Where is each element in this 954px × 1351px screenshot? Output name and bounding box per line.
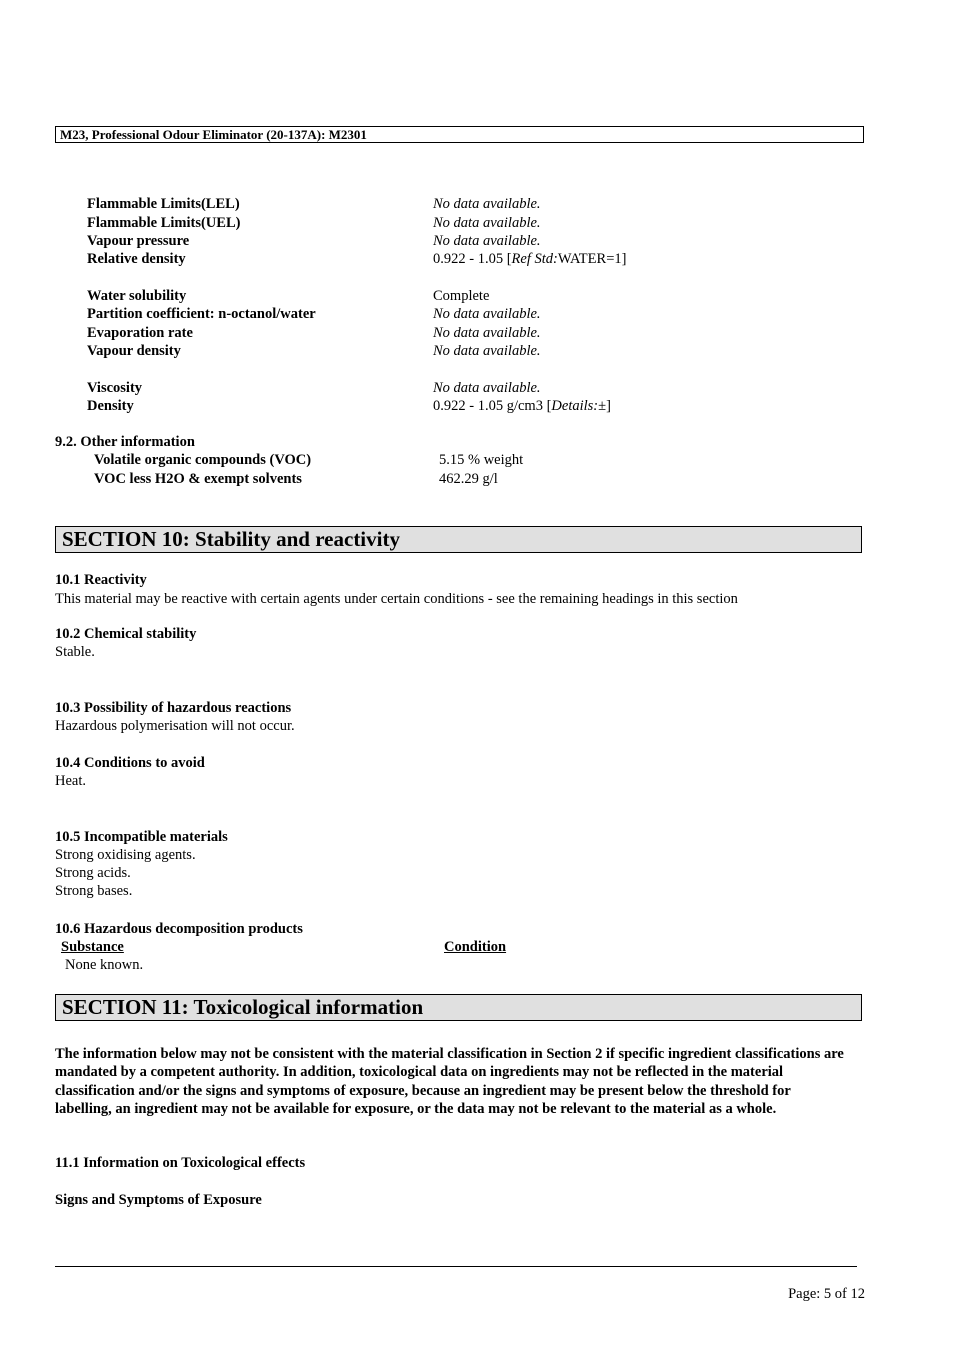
density-details-label: Details: — [551, 398, 599, 414]
prop-label-lel: Flammable Limits(LEL) — [87, 196, 240, 212]
prop-label-uel: Flammable Limits(UEL) — [87, 215, 241, 231]
prop-value-viscosity: No data available. — [433, 380, 541, 396]
incompatible-heading: 10.5 Incompatible materials — [55, 829, 228, 845]
incompatible-item: Strong acids. — [55, 865, 131, 881]
section-10-title: SECTION 10: Stability and reactivity — [55, 526, 862, 553]
reactivity-heading: 10.1 Reactivity — [55, 572, 147, 588]
prop-value-vapour-pressure: No data available. — [433, 233, 541, 249]
section-11-title: SECTION 11: Toxicological information — [55, 994, 862, 1021]
other-info-heading: 9.2. Other information — [55, 434, 195, 450]
prop-label-evaporation: Evaporation rate — [87, 325, 193, 341]
footer-divider — [55, 1266, 857, 1267]
density-details-value: ±] — [598, 398, 611, 414]
prop-value-vapour-density: No data available. — [433, 343, 541, 359]
decomposition-row: None known. — [65, 957, 144, 973]
prop-value-relative-density — [433, 251, 626, 268]
relative-density-ref-value: WATER=1] — [557, 251, 627, 267]
prop-label-viscosity: Viscosity — [87, 380, 143, 396]
prop-value-density — [433, 398, 611, 415]
prop-label-density: Density — [87, 398, 134, 414]
density-value: 0.922 - 1.05 g/cm3 [ — [433, 398, 552, 414]
signs-symptoms-heading: Signs and Symptoms of Exposure — [55, 1192, 262, 1208]
conditions-text: Heat. — [55, 773, 86, 789]
incompatible-item: Strong oxidising agents. — [55, 847, 196, 863]
prop-value-uel: No data available. — [433, 215, 541, 231]
hazardous-reactions-heading: 10.3 Possibility of hazardous reactions — [55, 700, 292, 716]
voc-value: 5.15 % weight — [439, 452, 524, 468]
substance-column-header: Substance — [61, 939, 124, 955]
stability-heading: 10.2 Chemical stability — [55, 626, 197, 642]
prop-value-partition: No data available. — [433, 306, 541, 322]
relative-density-ref-label: Ref Std: — [511, 251, 558, 267]
prop-value-evaporation: No data available. — [433, 325, 541, 341]
prop-label-water-solubility: Water solubility — [87, 288, 187, 304]
reactivity-text: This material may be reactive with certain agents under certain conditions - see the remaining headings in this section — [55, 591, 738, 607]
incompatible-item: Strong bases. — [55, 883, 133, 899]
page-number: Page: 5 of 12 — [788, 1286, 865, 1302]
toxicology-intro: The information below may not be consistent with the material classification in Section 2 if specific ingredient classifications are mandated by a competent authority. In addition, toxicological data on ingredients may not be reflected in the material classification and/or the signs and symptoms of exposure, because an ingredient may be present below the threshold for labelling, an ingredient may not be available for exposure, or the data may not be relevant to the material as a whole. — [55, 1046, 844, 1117]
voc-less-label: VOC less H2O & exempt solvents — [94, 471, 302, 487]
relative-density-value: 0.922 - 1.05 [ — [433, 251, 512, 267]
voc-label: Volatile organic compounds (VOC) — [94, 452, 312, 468]
prop-label-partition: Partition coefficient: n-octanol/water — [87, 306, 316, 322]
prop-label-vapour-density: Vapour density — [87, 343, 181, 359]
conditions-heading: 10.4 Conditions to avoid — [55, 755, 205, 771]
condition-column-header: Condition — [444, 939, 507, 955]
hazardous-reactions-text: Hazardous polymerisation will not occur. — [55, 718, 295, 734]
prop-label-vapour-pressure: Vapour pressure — [87, 233, 190, 249]
prop-label-relative-density: Relative density — [87, 251, 186, 267]
prop-value-water-solubility: Complete — [433, 288, 490, 304]
tox-effects-heading: 11.1 Information on Toxicological effects — [55, 1155, 306, 1171]
prop-value-lel: No data available. — [433, 196, 541, 212]
stability-text: Stable. — [55, 644, 95, 660]
document-header: M23, Professional Odour Eliminator (20-137A): M2301 — [55, 126, 864, 143]
decomposition-heading: 10.6 Hazardous decomposition products — [55, 921, 303, 937]
voc-less-value: 462.29 g/l — [439, 471, 498, 487]
